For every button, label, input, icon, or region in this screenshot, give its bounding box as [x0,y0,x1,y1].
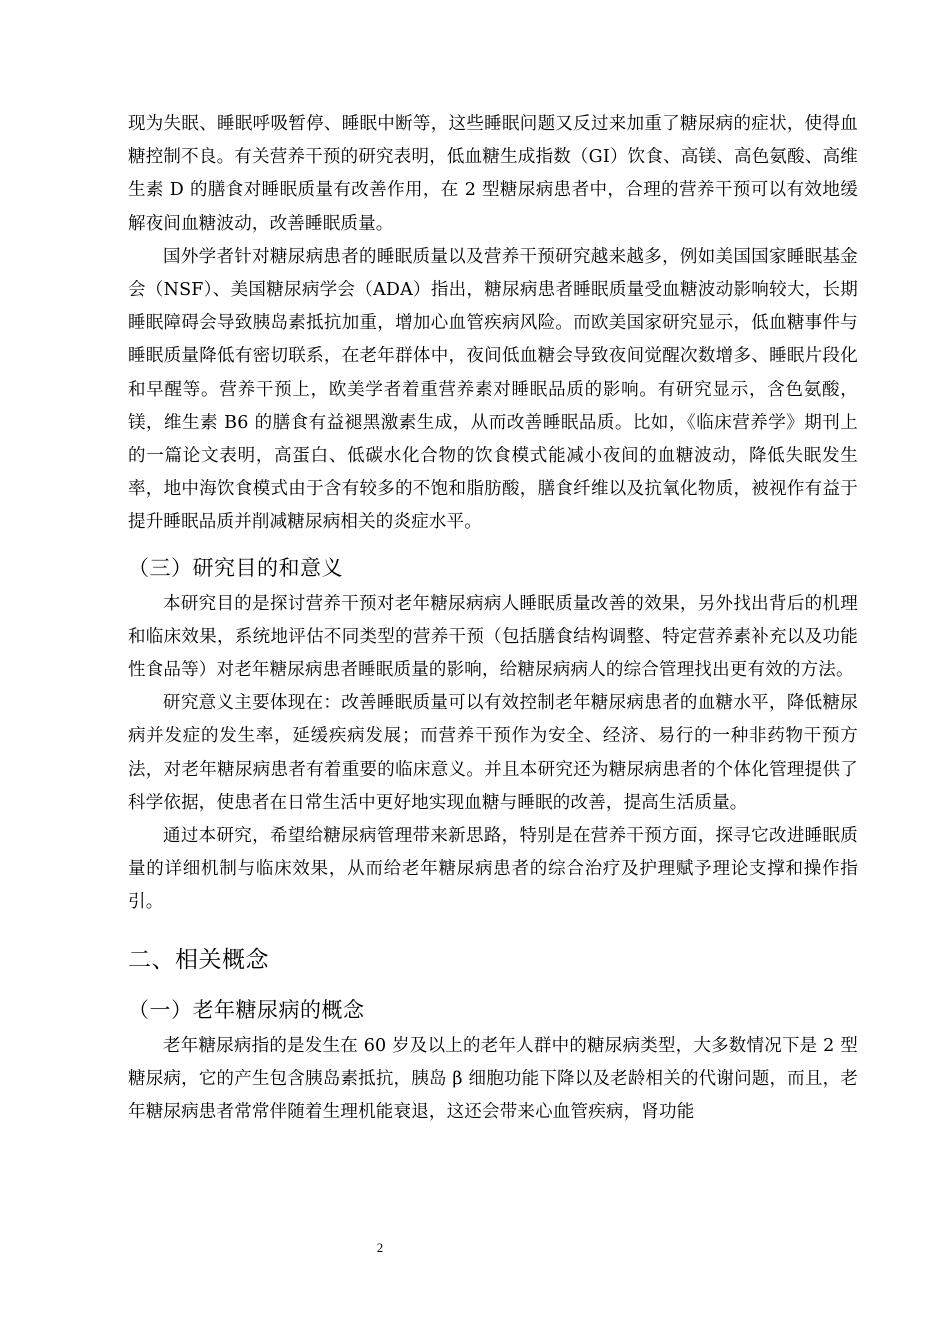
paragraph: 通过本研究，希望给糖尿病管理带来新思路，特别是在营养干预方面，探寻它改进睡眠质量的详细机制与临床效果，从而给老年糖尿病患者的综合治疗及护理赋予理论支撑和操作指引。 [128,826,858,913]
paragraph: 国外学者针对糖尿病患者的睡眠质量以及营养干预研究越来越多，例如美国国家睡眠基金会（NSF）、美国糖尿病学会（ADA）指出，糖尿病患者睡眠质量受血糖波动影响较大，长期睡眠障碍会导致胰岛素抵抗加重，增加心血管疾病风险。而欧美国家研究显示，低血糖事件与睡眠质量降低有密切联系，在老年群体中，夜间低血糖会导致夜间觉醒次数增多、睡眠片段化和早醒等。营养干预上，欧美学者着重营养素对睡眠品质的影响。有研究显示，含色氨酸，镁，维生素 B6 的膳食有益褪黑激素生成，从而改善睡眠品质。比如，《临床营养学》期刊上的一篇论文表明，高蛋白、低碳水化合物的饮食模式能减小夜间的血糖波动，降低失眠发生率，地中海饮食模式由于含有较多的不饱和脂肪酸，膳食纤维以及抗氧化物质，被视作有益于提升睡眠品质并削减糖尿病相关的炎症水平。 [128,246,858,533]
paragraph: 本研究目的是探讨营养干预对老年糖尿病病人睡眠质量改善的效果，另外找出背后的机理和临床效果，系统地评估不同类型的营养干预（包括膳食结构调整、特定营养素补充以及功能性食品等）对老年糖尿病患者睡眠质量的影响，给糖尿病病人的综合管理找出更有效的方法。 [128,593,858,681]
document-body [128,108,858,1129]
section-heading: （一）老年糖尿病的概念 [128,997,365,1022]
page-number: 2 [376,1240,384,1255]
paragraph: 研究意义主要体现在：改善睡眠质量可以有效控制老年糖尿病患者的血糖水平，降低糖尿病并发症的发生率，延缓疾病发展；而营养干预作为安全、经济、易行的一种非药物干预方法，对老年糖尿病患者有着重要的临床意义。并且本研究还为糖尿病患者的个体化管理提供了科学依据，使患者在日常生活中更好地实现血糖与睡眠的改善，提高生活质量。 [128,693,858,813]
section-heading: （三）研究目的和意义 [128,555,343,580]
chapter-heading: 二、相关概念 [128,946,269,973]
paragraph: 老年糖尿病指的是发生在 60 岁及以上的老年人群中的糖尿病类型，大多数情况下是 2 型糖尿病，它的产生包含胰岛素抵抗，胰岛 β 细胞功能下降以及老龄相关的代谢问题，而且，老年糖尿病患者常常伴随着生理机能衰退，这还会带来心血管疾病，肾功能 [128,1035,858,1123]
paragraph: 现为失眠、睡眠呼吸暂停、睡眠中断等，这些睡眠问题又反过来加重了糖尿病的症状，使得血糖控制不良。有关营养干预的研究表明，低血糖生成指数（GI）饮食、高镁、高色氨酸、高维生素 D 的膳食对睡眠质量有改善作用，在 2 型糖尿病患者中，合理的营养干预可以有效地缓解夜间血糖波动，改善睡眠质量。 [128,114,858,234]
